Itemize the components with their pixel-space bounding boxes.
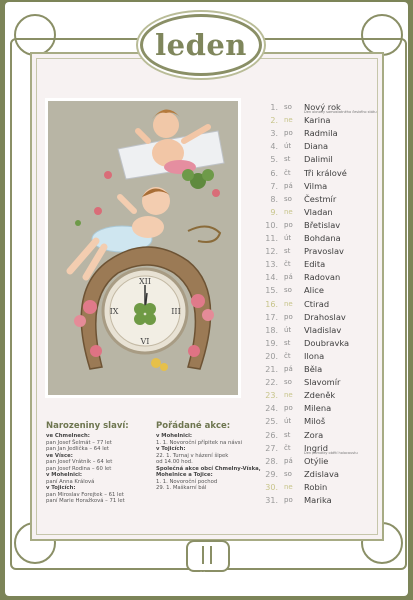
day-row: [260, 311, 375, 324]
name-day: Karina: [304, 115, 331, 126]
corner-ornament-top-left: [14, 14, 56, 56]
events-title: Pořádané akce:: [156, 421, 231, 431]
day-number: 10.: [265, 220, 278, 230]
day-row: [260, 455, 375, 468]
day-of-week: so: [284, 103, 292, 111]
day-number: 24.: [265, 404, 278, 414]
name-day: Nový rok: [304, 102, 341, 112]
day-row: [260, 101, 375, 114]
day-of-week: st: [284, 430, 291, 439]
day-row: [260, 324, 375, 337]
day-of-week: čt: [284, 351, 291, 360]
birthdays-line: pan Josef Vrátník – 64 let: [46, 459, 113, 465]
birthdays-line: ve Vísce:: [46, 452, 73, 459]
day-row: [260, 468, 375, 481]
name-day: Marika: [304, 495, 332, 505]
day-number: 8.: [270, 194, 278, 204]
name-day: Edita: [304, 259, 326, 270]
name-day: Běla: [304, 364, 323, 374]
day-of-week: út: [284, 417, 292, 426]
day-row: [260, 127, 375, 140]
day-of-week: so: [284, 469, 292, 478]
motto: Čas je nejprospěšnější poradce člověka.: [67, 570, 346, 584]
day-row: [260, 376, 375, 389]
day-of-week: ne: [284, 207, 293, 216]
day-of-week: čt: [284, 168, 291, 177]
day-of-week: pá: [284, 456, 293, 465]
day-number: 2.: [270, 116, 278, 126]
day-row: [260, 442, 375, 455]
birthdays-line: paní Anna Králová: [46, 478, 95, 485]
birthdays-line: v Mohelnici:: [46, 472, 83, 478]
name-day: Ingrid: [304, 442, 328, 453]
day-number: 18.: [265, 325, 278, 335]
day-row: [260, 271, 375, 284]
day-number: 1.: [270, 103, 278, 112]
name-day: Drahoslav: [304, 311, 346, 322]
day-of-week: ne: [284, 116, 293, 125]
day-row: [260, 350, 375, 363]
day-row: [260, 363, 375, 376]
day-number: 19.: [265, 338, 278, 348]
cherubs-clock-illustration: [48, 101, 238, 395]
name-day: Diana: [304, 141, 329, 152]
day-of-week: ne: [284, 482, 293, 491]
svg-text:XII: XII: [138, 277, 152, 286]
day-row: [260, 298, 375, 311]
day-number: 7.: [270, 181, 278, 191]
day-note: Den obnovy samostatného českého státu: [304, 110, 377, 114]
month-title: leden: [155, 28, 247, 62]
name-day: Milena: [304, 403, 332, 414]
birthdays-line: ve Chmelnech:: [46, 433, 90, 439]
day-row: [260, 114, 375, 127]
events-line: 1. 1. Novoroční pochod: [156, 478, 218, 485]
name-day: Robin: [304, 481, 328, 492]
day-number: 6.: [270, 168, 278, 178]
day-row: [260, 429, 375, 442]
day-row: [260, 402, 375, 415]
day-of-week: út: [284, 325, 292, 334]
day-row: [260, 219, 375, 232]
day-number: 17.: [265, 312, 278, 322]
day-number: 31.: [265, 496, 278, 505]
corner-ornament-top-right: [361, 14, 403, 56]
day-row: [260, 389, 375, 402]
day-row: [260, 337, 375, 350]
name-day: Doubravka: [304, 337, 350, 348]
day-of-week: so: [284, 286, 292, 295]
day-of-week: pá: [284, 365, 293, 373]
day-row: [260, 245, 375, 258]
name-day: Břetislav: [304, 219, 341, 230]
day-row: [260, 232, 375, 245]
day-row: [260, 153, 375, 166]
day-number: 16.: [265, 299, 278, 309]
day-of-week: ne: [284, 299, 293, 308]
day-of-week: pá: [284, 273, 293, 282]
name-day: Zdeněk: [304, 390, 336, 401]
events-line: 22. 1. Turnaj v házení šipek: [156, 452, 229, 459]
day-row: [260, 258, 375, 271]
day-row: [260, 140, 375, 153]
name-day: Otýlie: [304, 455, 329, 466]
svg-text:VI: VI: [140, 337, 150, 346]
birthdays-line: v Tojicích:: [46, 485, 76, 491]
svg-text:IX: IX: [109, 307, 119, 316]
day-number: 5.: [270, 155, 278, 165]
events-line: 29. 1. Maškarní bál: [156, 485, 207, 491]
name-day: Dalimil: [304, 154, 333, 165]
month-title-badge: [140, 14, 262, 76]
birthdays-line: pan Miroslav Forejtek – 61 let: [46, 491, 124, 498]
name-day: Bohdana: [304, 233, 341, 243]
day-of-week: čt: [284, 260, 291, 269]
name-day: Tři králové: [304, 167, 347, 178]
illustration-frame: [45, 98, 241, 398]
birthdays-line: pan Josef Šelmát – 77 let: [46, 439, 112, 446]
birthdays-line: pan Josef Rodina – 60 let: [46, 465, 112, 472]
birthdays-line: pan Jan Jedlička – 64 let: [46, 446, 110, 452]
day-row: [260, 481, 375, 494]
day-of-week: ne: [284, 391, 293, 400]
name-day: Vladislav: [304, 324, 342, 335]
day-number: 3.: [270, 129, 278, 139]
day-of-week: so: [284, 194, 292, 203]
name-day: Miloš: [304, 416, 326, 427]
events-line: od 14.00 hod.: [156, 459, 193, 465]
day-of-week: po: [284, 129, 293, 138]
day-of-week: út: [284, 142, 292, 151]
day-number: 13.: [265, 260, 278, 270]
day-row: [260, 193, 375, 206]
name-day: Ctirad: [304, 298, 330, 309]
day-of-week: po: [284, 220, 293, 229]
events-line: v Tojicích:: [156, 446, 186, 452]
day-of-week: út: [284, 234, 292, 242]
day-of-week: so: [284, 378, 292, 387]
day-number: 29.: [265, 469, 278, 479]
day-of-week: po: [284, 496, 293, 504]
name-day: Radovan: [304, 272, 341, 283]
day-row: [260, 415, 375, 428]
events-line: Mohelnice a Tojice:: [156, 472, 213, 478]
name-day: Čestmír: [304, 193, 337, 204]
events-line: Společná akce obcí Chmelny-Víska,: [156, 465, 261, 472]
bottom-ornament: [186, 540, 230, 572]
day-of-week: čt: [284, 443, 291, 452]
name-day: Zdislava: [304, 468, 339, 479]
day-number: 11.: [265, 234, 278, 243]
day-row: [260, 167, 375, 180]
day-row: [260, 206, 375, 219]
day-row: [260, 284, 375, 297]
day-number: 4.: [270, 142, 278, 152]
day-number: 20.: [265, 351, 278, 361]
day-of-week: po: [284, 404, 293, 413]
day-number: 15.: [265, 286, 278, 296]
day-number: 12.: [265, 247, 278, 257]
day-number: 30.: [265, 482, 278, 492]
day-number: 25.: [265, 417, 278, 427]
day-of-week: po: [284, 312, 293, 321]
day-number: 23.: [265, 391, 278, 401]
events-list: [156, 433, 266, 492]
name-day: Zora: [304, 429, 324, 440]
name-day: Vilma: [304, 180, 328, 191]
day-number: 14.: [265, 273, 278, 283]
events-line: v Mohelnici:: [156, 433, 193, 439]
birthdays-list: [46, 433, 151, 505]
day-of-week: st: [284, 155, 291, 164]
day-of-week: pá: [284, 181, 293, 190]
birthdays-title: Narozeniny slaví:: [46, 421, 129, 431]
day-of-week: st: [284, 247, 291, 256]
day-of-week: st: [284, 338, 291, 347]
day-number: 28.: [265, 456, 278, 466]
name-day: Pravoslav: [304, 246, 344, 257]
day-row: [260, 494, 375, 507]
day-row: [260, 180, 375, 193]
birthdays-line: paní Marie Horažková – 71 let: [46, 498, 125, 504]
name-day: Vladan: [304, 206, 333, 217]
events-line: 1. 1. Novoroční přípitek na návsi: [156, 439, 242, 446]
name-day: Radmila: [304, 128, 338, 139]
day-number: 9.: [270, 207, 278, 217]
day-number: 26.: [265, 430, 278, 440]
day-number: 27.: [265, 443, 278, 453]
name-day: Ilona: [304, 350, 325, 361]
vintage-illustration: [48, 101, 238, 395]
day-note: Den památky obětí holocaustu: [304, 450, 358, 455]
name-day: Slavomír: [304, 377, 341, 388]
svg-text:III: III: [171, 307, 181, 316]
day-number: 22.: [265, 378, 278, 388]
name-day: Alice: [304, 285, 324, 296]
day-number: 21.: [265, 365, 278, 374]
